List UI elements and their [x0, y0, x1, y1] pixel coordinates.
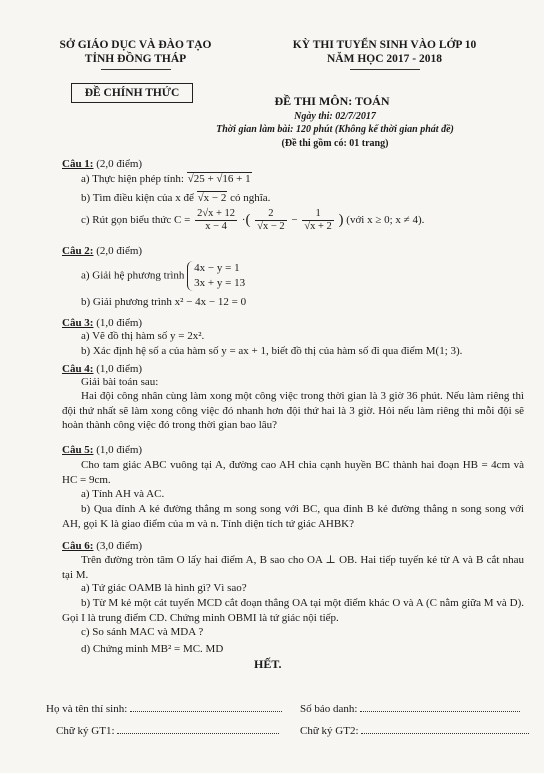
exam-subject: ĐỀ THI MÔN: TOÁN	[274, 94, 390, 108]
department-header	[48, 38, 223, 70]
invigilator-2-signature[interactable]: Chữ ký GT2:	[300, 723, 529, 737]
q4-heading: Câu 4: (1,0 điểm)	[62, 363, 143, 375]
q5-body: Cho tam giác ABC vuông tại A, đường cao AH chia cạnh huyền BC thành hai đoạn HB = 4cm và HC = 9cm.	[62, 459, 524, 486]
q1-part-a: a) Thực hiện phép tính: √25 + √16 + 1	[81, 173, 251, 185]
q1-a-math: √25 + √16 + 1	[187, 173, 251, 185]
exam-page-count: (Đề thi gồm có: 01 trang)	[281, 138, 389, 149]
q6-heading: Câu 6: (3,0 điểm)	[62, 540, 143, 552]
province-name: TỈNH ĐỒNG THÁP	[84, 53, 187, 65]
school-year: NĂM HỌC 2017 - 2018	[327, 53, 442, 65]
q1-c-fraction-2: $\frac{2}{√x - 2}$	[257, 208, 285, 232]
q2-part-a: a) Giải hệ phương trình 4x − y = 1 3x + y = 13	[81, 262, 246, 289]
q3-heading: Câu 3: (1,0 điểm)	[62, 317, 143, 329]
exam-header	[262, 38, 507, 70]
candidate-id-line[interactable]	[360, 701, 520, 712]
q5-part-b: b) Qua đỉnh A kẻ đường thẳng m song song với BC, qua đỉnh B kẻ đường thẳng n song song với AH, gọi K là giao điểm của m và n. Tính diện tích tứ giác AHBK?	[62, 503, 524, 530]
signature-2-line[interactable]	[361, 723, 529, 734]
invigilator-1-signature[interactable]: Chữ ký GT1:	[56, 723, 279, 737]
exam-name: KỲ THI TUYỂN SINH VÀO LỚP 10	[292, 39, 477, 51]
q6-part-c: c) So sánh MAC và MDA ?	[81, 626, 204, 638]
q1-part-c: c) Rút gọn biểu thức C = $\frac{2√x + 12}{x - 4}$ ·( $\frac{2}{√x - 2}$ − $\frac{1}{√x + 2}$ ) (với x ≥ 0; x ≠ 4).	[81, 208, 425, 232]
q2-part-b: b) Giải phương trình x² − 4x − 12 = 0	[81, 296, 247, 308]
signature-1-line[interactable]	[117, 723, 279, 734]
exam-date: Ngày thi: 02/7/2017	[294, 111, 376, 122]
candidate-name-field[interactable]: Họ và tên thí sinh:	[46, 701, 282, 715]
q1-part-b: b) Tìm điều kiện của x để √x − 2 có nghĩa.	[81, 192, 271, 204]
q5-heading: Câu 5: (1,0 điểm)	[62, 444, 143, 456]
q3-part-b: b) Xác định hệ số a của hàm số y = ax + 1, biết đồ thị của hàm số đi qua điểm M(1; 3).	[81, 345, 463, 357]
q4-intro: Giải bài toán sau:	[81, 376, 159, 388]
q6-part-a: a) Tứ giác OAMB là hình gì? Vì sao?	[81, 582, 247, 594]
q3-part-a: a) Vẽ đồ thị hàm số y = 2x².	[81, 330, 205, 342]
end-label: HẾT.	[254, 657, 282, 671]
header-divider	[101, 69, 171, 70]
official-label: ĐỀ CHÍNH THỨC	[71, 83, 193, 103]
equation-system: 4x − y = 1 3x + y = 13	[187, 261, 245, 291]
header-divider-right	[350, 69, 420, 70]
candidate-id-field[interactable]: Số báo danh:	[300, 701, 520, 715]
q1-c-fraction-1: $\frac{2√x + 12}{x - 4}$	[197, 208, 236, 232]
exam-duration: Thời gian làm bài: 120 phút (Không kể thời gian phát đề)	[216, 124, 454, 135]
q1-c-fraction-3: $\frac{1}{√x + 2}$	[304, 208, 332, 232]
candidate-name-line[interactable]	[130, 701, 282, 712]
department-name: SỞ GIÁO DỤC VÀ ĐÀO TẠO	[59, 39, 212, 51]
q2-heading: Câu 2: (2,0 điểm)	[62, 245, 143, 257]
q6-part-d: d) Chứng minh MB² = MC. MD	[81, 643, 224, 655]
q6-body: Trên đường tròn tâm O lấy hai điểm A, B sao cho OA ⊥ OB. Hai tiếp tuyến kẻ từ A và B cắt nhau tại M.	[62, 554, 524, 581]
q6-part-b: b) Từ M kẻ một cát tuyến MCD cắt đoạn thẳng OA tại một điểm khác O và A (C nằm giữa M và D). Gọi I là trung điểm CD. Chứng minh OBMI là tứ giác nội tiếp.	[62, 597, 524, 624]
q1-heading: Câu 1: (2,0 điểm)	[62, 158, 143, 170]
q4-body: Hai đội công nhân cùng làm xong một công việc trong thời gian là 3 giờ 36 phút. Nếu làm riêng thì đội thứ nhất sẽ làm xong công việc đó nhanh hơn đội thứ hai là 3 giờ. Hỏi nếu làm riêng thì mỗi đội sẽ hoàn thành công việc đó trong thời gian bao lâu?	[62, 390, 524, 431]
q5-part-a: a) Tính AH và AC.	[81, 488, 165, 500]
q1-b-math: √x − 2	[197, 192, 227, 204]
